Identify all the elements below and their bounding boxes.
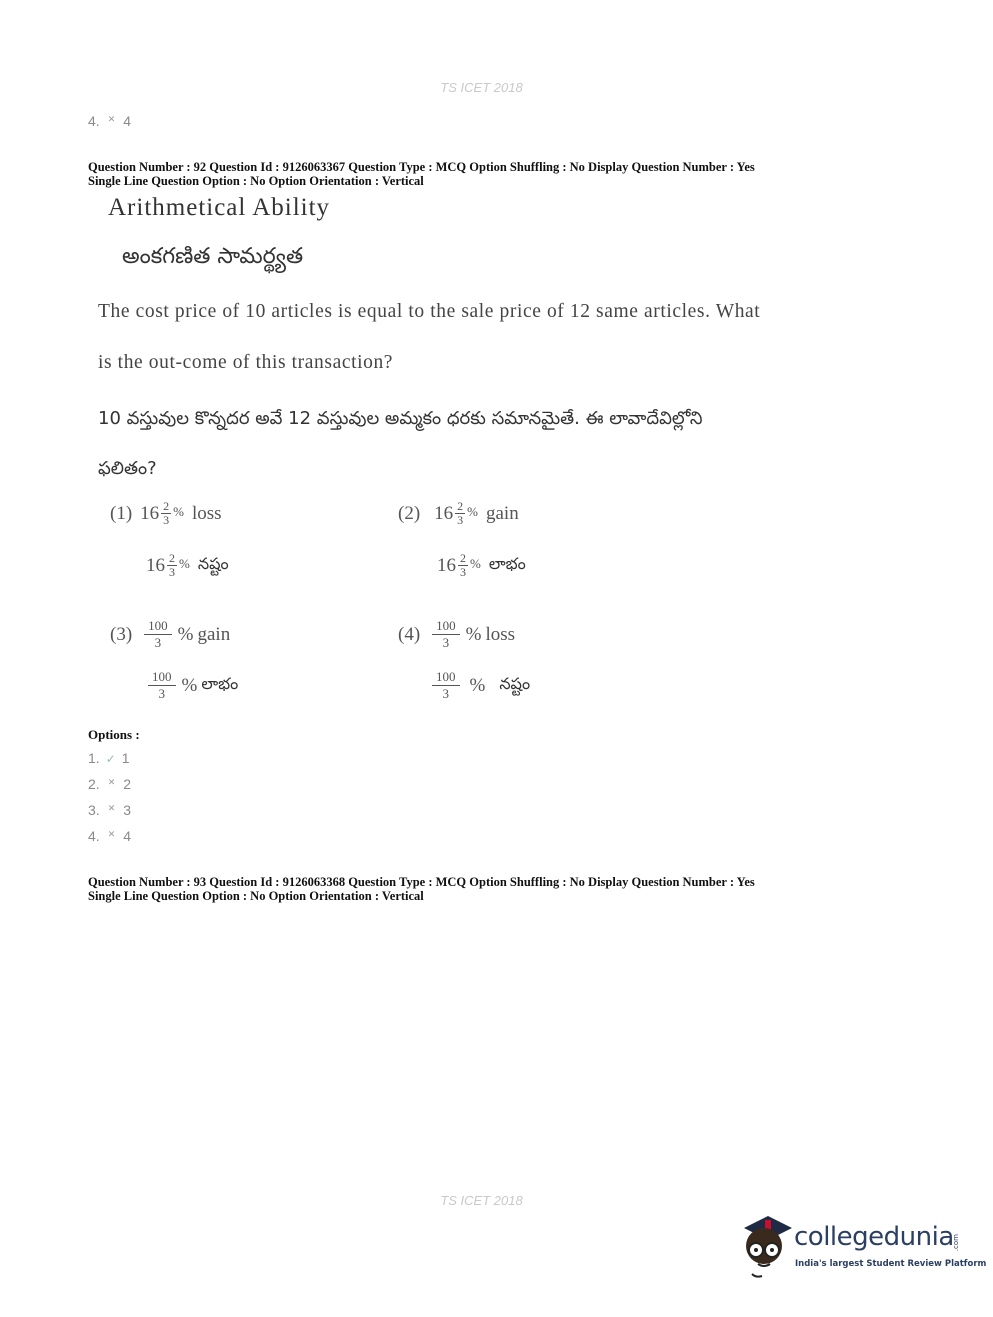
check-icon: ✓ <box>105 752 116 766</box>
percent-sign: % <box>173 503 184 519</box>
choice-word-te: లాభం <box>201 674 239 693</box>
next-question-meta-line2: Single Line Question Option : No Option Orientation : Vertical <box>88 889 424 903</box>
choice-word-en: loss <box>485 623 516 645</box>
next-question-meta-line1: Question Number : 93 Question Id : 9126063368 Question Type : MCQ Option Shuffling : No Display Question Number : Yes <box>88 875 755 889</box>
mascot-icon <box>734 1210 796 1282</box>
question-text-te-line2: ఫలితం? <box>98 458 157 479</box>
choice-word-en: gain <box>486 502 519 524</box>
question-text-te-line1: 10 వస్తువుల కొన్నదర అవే 12 వస్తువుల అమ్మకం ధరకు సమానమైతే. ఈ లావాదేవిల్లోని <box>98 408 703 429</box>
question-text-en-line1: The cost price of 10 articles is equal to the sale price of 12 same articles. What <box>98 301 761 322</box>
option-row-1 <box>88 750 130 766</box>
choice-3-en <box>110 618 230 651</box>
choice-label: (1) <box>110 502 133 524</box>
cross-icon: ✕ <box>107 803 116 813</box>
percent-sign: % <box>470 555 481 571</box>
header-watermark: TS ICET 2018 <box>440 80 523 95</box>
question-meta <box>88 160 755 188</box>
logo-brand: collegedunia <box>794 1222 954 1252</box>
section-title-te: అంకగణిత సామర్థ్యత <box>122 244 304 269</box>
choice-label: (3) <box>110 623 133 645</box>
fraction: $\frac{100}{3}$ <box>432 669 460 702</box>
option-number: 1. <box>88 750 100 766</box>
choice-word-en: gain <box>197 623 231 645</box>
option-number: 2. <box>88 776 100 792</box>
section-title-en: Arithmetical Ability <box>108 194 331 221</box>
fraction: $\frac{2}{3}$ <box>457 499 464 527</box>
cross-icon: ✕ <box>107 777 116 787</box>
option-row-4 <box>88 828 131 844</box>
fraction: $\frac{100}{3}$ <box>144 618 172 651</box>
option-number: 4. <box>88 828 100 844</box>
choice-word-te: నష్టం <box>499 674 531 693</box>
percent-sign: % <box>467 503 478 519</box>
option-number: 3. <box>88 802 100 818</box>
options-label: Options : <box>88 727 140 742</box>
fraction: $\frac{100}{3}$ <box>148 669 176 702</box>
fraction: $\frac{2}{3}$ <box>163 499 170 527</box>
footer-watermark: TS ICET 2018 <box>440 1193 523 1208</box>
choice-2-te <box>437 552 526 579</box>
choice-1-en <box>110 500 222 527</box>
percent-sign: % <box>465 623 482 645</box>
question-meta-line1: Question Number : 92 Question Id : 9126063367 Question Type : MCQ Option Shuffling : No Display Question Number : Yes <box>88 160 755 174</box>
option-value: 4 <box>123 828 132 844</box>
fraction: $\frac{2}{3}$ <box>169 551 175 579</box>
cross-icon: ✕ <box>107 114 116 124</box>
question-meta-line2: Single Line Question Option : No Option Orientation : Vertical <box>88 174 424 188</box>
collegedunia-logo[interactable] <box>734 1210 987 1282</box>
fraction: $\frac{100}{3}$ <box>432 618 460 651</box>
next-question-meta <box>88 875 755 903</box>
fraction: $\frac{2}{3}$ <box>460 551 466 579</box>
question-text-en-line2: is the out-come of this transaction? <box>98 352 394 373</box>
logo-suffix: .com <box>952 1234 960 1252</box>
choice-whole: 16 <box>437 554 456 576</box>
choice-word-en: loss <box>192 502 222 524</box>
choice-whole: 16 <box>146 554 165 576</box>
percent-sign: % <box>181 674 198 696</box>
choice-4-en <box>398 618 515 651</box>
cross-icon: ✕ <box>107 829 116 839</box>
choice-whole: 16 <box>140 502 160 524</box>
choice-word-te: లాభం <box>488 554 526 573</box>
choice-2-en <box>398 500 519 527</box>
choice-whole: 16 <box>434 502 454 524</box>
option-row-2 <box>88 776 131 792</box>
choice-label: (2) <box>398 502 421 524</box>
option-number: 4. <box>88 113 100 129</box>
percent-sign: % <box>177 623 194 645</box>
option-value: 4 <box>123 113 132 129</box>
option-row-3 <box>88 802 131 818</box>
choice-3-te <box>142 669 238 702</box>
percent-sign: % <box>179 555 190 571</box>
logo-tagline: India's largest Student Review Platform <box>795 1259 987 1269</box>
option-value: 2 <box>123 776 132 792</box>
percent-sign: % <box>469 674 486 696</box>
choice-4-te <box>426 669 530 702</box>
choice-label: (4) <box>398 623 421 645</box>
prev-option-row <box>88 113 131 129</box>
choice-1-te <box>146 552 229 579</box>
option-value: 3 <box>123 802 132 818</box>
choice-word-te: నష్టం <box>197 554 229 573</box>
option-value: 1 <box>121 750 130 766</box>
